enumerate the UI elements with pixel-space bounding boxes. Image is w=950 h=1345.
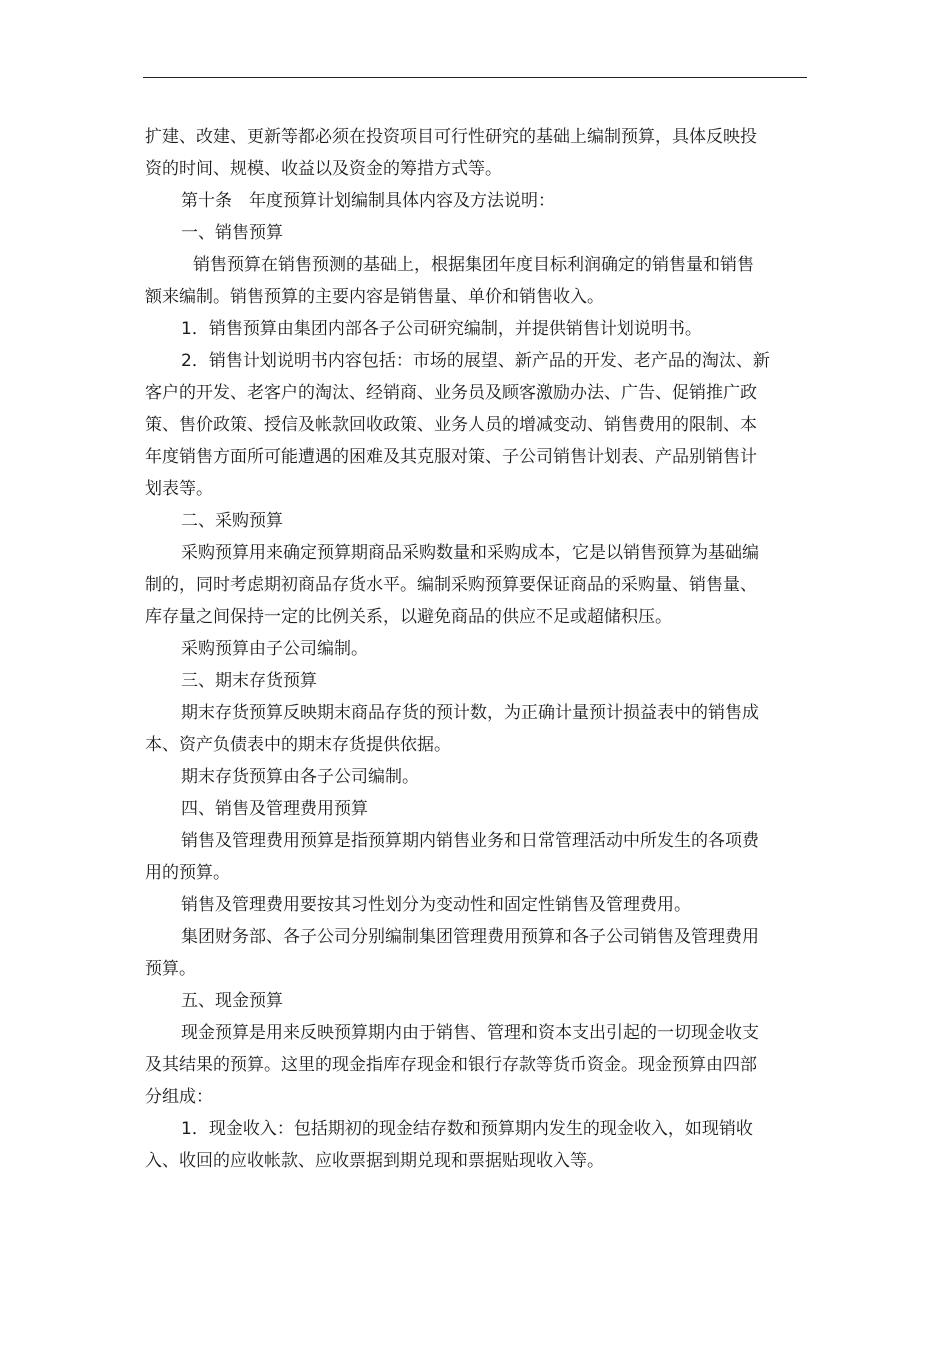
paragraph: 采购预算由子公司编制。 <box>181 639 368 659</box>
paragraph: 期末存货预算由各子公司编制。 <box>181 767 419 787</box>
list-item: 2．销售计划说明书内容包括：市场的展望、新产品的开发、老产品的淘汰、新客户的开发、老客户的淘汰、经销商、业务员及顾客激励办法、广告、促销推广政策、售价政策、授信及帐款回收政策、业务人员的增减变动、销售费用的限制、本年度销售方面所可能遭遇的困难及其克服对策、子公司销售计划表、产品别销售计划表等。 <box>145 351 770 499</box>
document-body <box>145 121 770 1177</box>
section-heading-cash: 五、现金预算 <box>181 991 283 1011</box>
paragraph: 期末存货预算反映期末商品存货的预计数，为正确计量预计损益表中的销售成本、资产负债表中的期末存货提供依据。 <box>145 703 759 755</box>
paragraph: 集团财务部、各子公司分别编制集团管理费用预算和各子公司销售及管理费用预算。 <box>145 927 759 979</box>
paragraph: 销售及管理费用预算是指预算期内销售业务和日常管理活动中所发生的各项费用的预算。 <box>145 831 759 883</box>
section-heading-expenses: 四、销售及管理费用预算 <box>181 799 368 819</box>
paragraph: 销售及管理费用要按其习性划分为变动性和固定性销售及管理费用。 <box>181 895 691 915</box>
section-heading-inventory: 三、期末存货预算 <box>181 671 317 691</box>
paragraph: 销售预算在销售预测的基础上，根据集团年度目标利润确定的销售量和销售额来编制。销售预算的主要内容是销售量、单价和销售收入。 <box>145 255 754 307</box>
section-heading-purchase: 二、采购预算 <box>181 511 283 531</box>
article-heading: 第十条 年度预算计划编制具体内容及方法说明： <box>181 191 555 211</box>
list-item: 1．现金收入：包括期初的现金结存数和预算期内发生的现金收入，如现销收入、收回的应收帐款、应收票据到期兑现和票据贴现收入等。 <box>145 1119 753 1171</box>
header-rule <box>143 77 807 78</box>
list-item: 1．销售预算由集团内部各子公司研究编制，并提供销售计划说明书。 <box>181 319 702 339</box>
section-heading-sales: 一、销售预算 <box>181 223 283 243</box>
paragraph: 采购预算用来确定预算期商品采购数量和采购成本，它是以销售预算为基础编制的，同时考虑期初商品存货水平。编制采购预算要保证商品的采购量、销售量、库存量之间保持一定的比例关系，以避免商品的供应不足或超储积压。 <box>145 543 759 627</box>
paragraph-continuation: 扩建、改建、更新等都必须在投资项目可行性研究的基础上编制预算，具体反映投资的时间、规模、收益以及资金的筹措方式等。 <box>145 127 757 179</box>
paragraph: 现金预算是用来反映预算期内由于销售、管理和资本支出引起的一切现金收支及其结果的预算。这里的现金指库存现金和银行存款等货币资金。现金预算由四部分组成： <box>145 1023 759 1107</box>
